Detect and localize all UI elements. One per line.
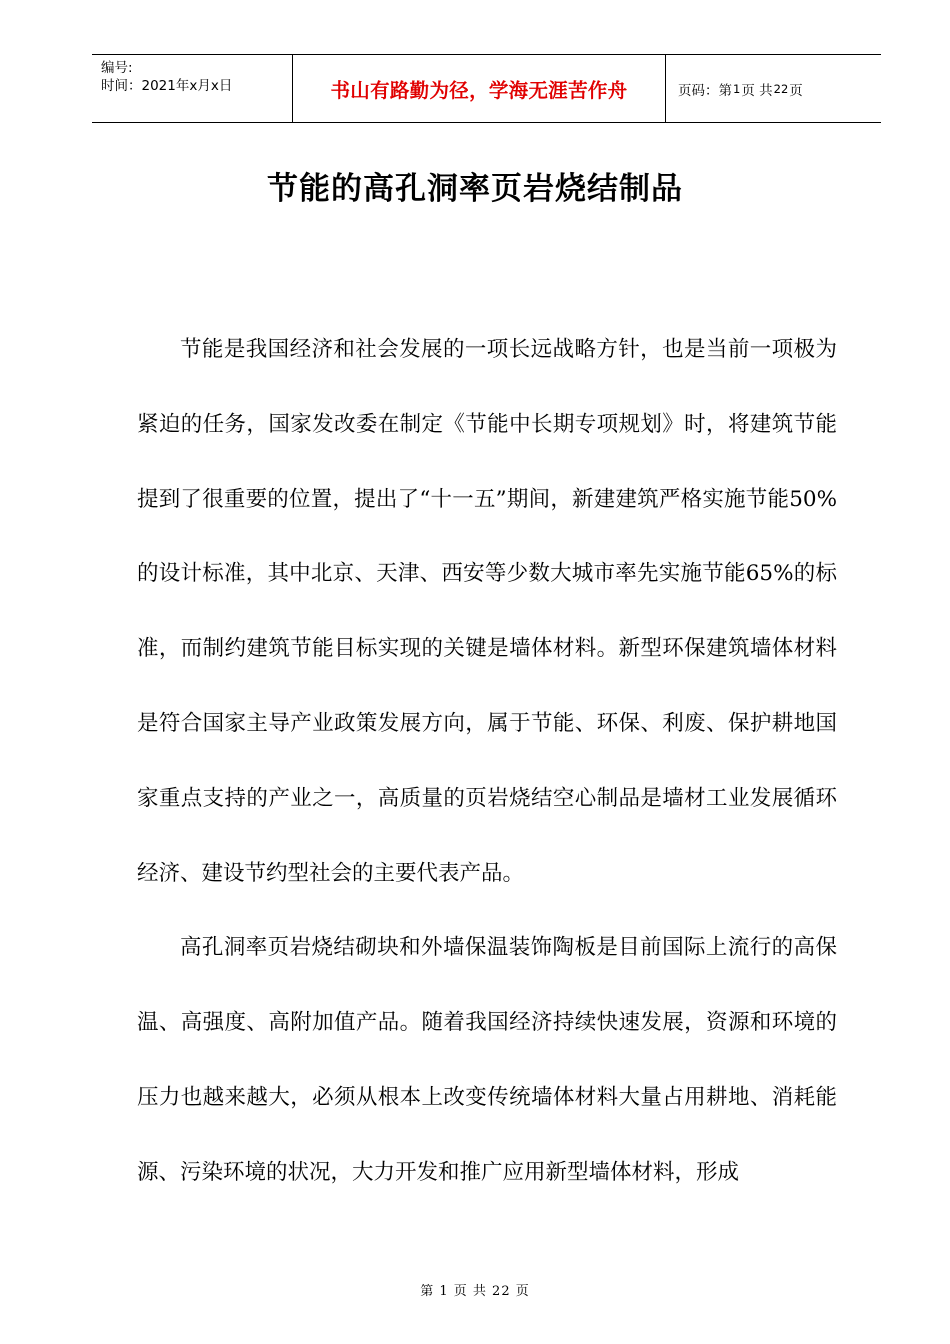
paragraph: 高孔洞率页岩烧结砌块和外墙保温装饰陶板是目前国际上流行的高保温、高强度、高附加值产品。随着我国经济持续快速发展，资源和环境的压力也越来越大，必须从根本上改变传统墙体材料大量占用耕地、消耗能源、污染环境的状况，大力开发和推广应用新型墙体材料，形成 [137,935,837,1185]
page-total: 22 [773,81,789,96]
document-body [137,313,837,1211]
page-mid: 页 共 [741,82,773,99]
page-current: 1 [733,81,741,96]
header-motto: 书山有路勤为径，学海无涯苦作舟 [330,78,628,102]
page-footer: 第 1 页 共 22 页 [420,1284,530,1299]
page-suffix: 页 [789,82,803,99]
page-header [92,54,881,123]
page-prefix: 页码：第 [678,82,732,99]
paragraph: 节能是我国经济和社会发展的一项长远战略方针，也是当前一项极为紧迫的任务，国家发改委在制定《节能中长期专项规划》时，将建筑节能提到了很重要的位置，提出了“十一五”期间，新建建筑严格实施节能50%的设计标准，其中北京、天津、西安等少数大城市率先实施节能65%的标准，而制约建筑节能目标实现的关键是墙体材料。新型环保建筑墙体材料是符合国家主导产业政策发展方向，属于节能、环保、利废、保护耕地国家重点支持的产业之一，高质量的页岩烧结空心制品是墙材工业发展循环经济、建设节约型社会的主要代表产品。 [137,337,837,886]
document-title: 节能的高孔洞率页岩烧结制品 [267,171,683,207]
header-motto-cell [293,55,666,122]
header-meta [92,55,293,122]
document-number-label: 编号: [101,60,133,76]
document-time-label: 时间：2021年x月x日 [101,78,233,94]
header-page-info [666,55,881,122]
